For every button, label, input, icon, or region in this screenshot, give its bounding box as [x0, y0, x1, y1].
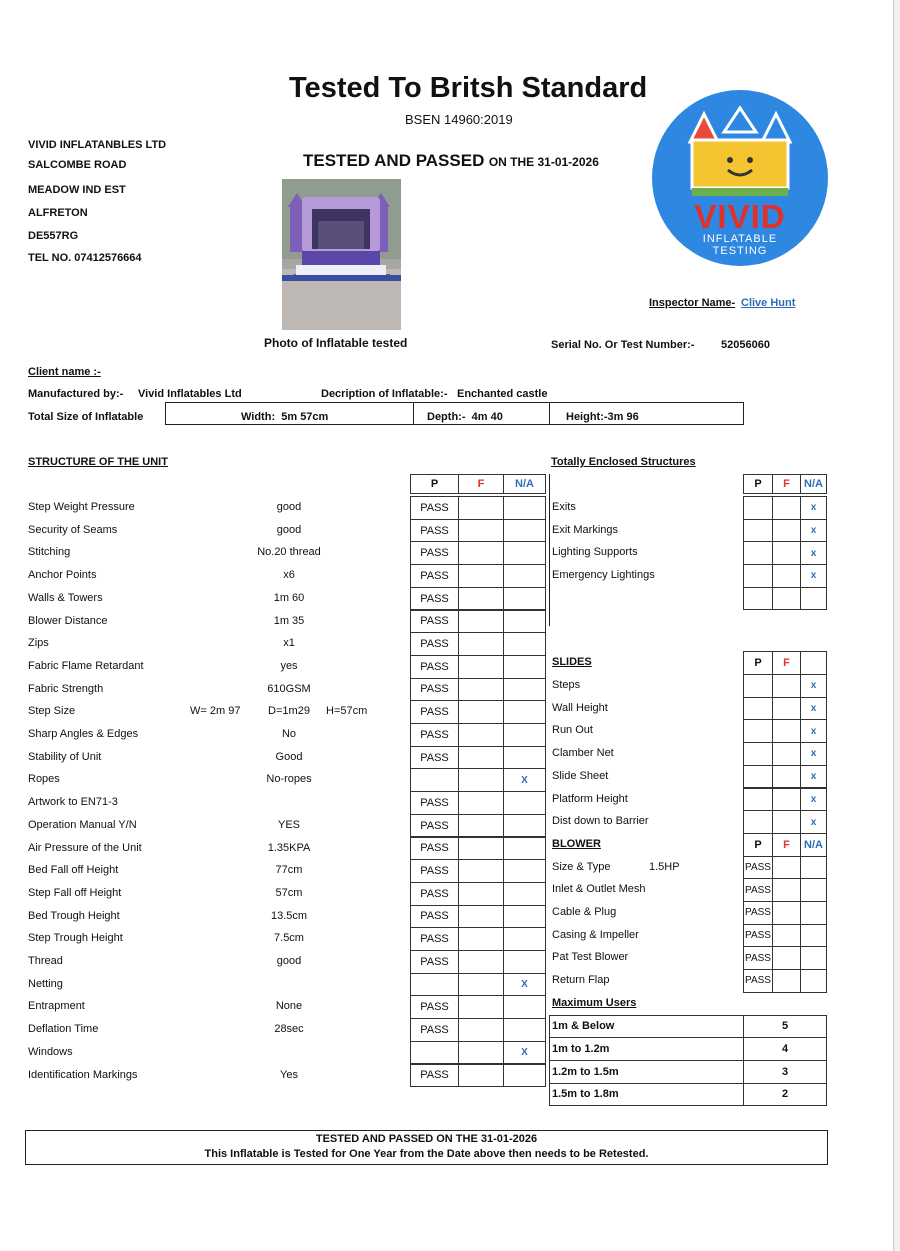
structure-na-cell [503, 1018, 546, 1042]
structure-fail-cell [458, 814, 504, 838]
photo-caption: Photo of Inflatable tested [264, 336, 408, 350]
size-divider-1 [413, 402, 414, 425]
size-height-label: Height:- [566, 411, 608, 423]
structure-col-p: P [410, 474, 459, 494]
structure-row-name: Fabric Flame Retardant [28, 659, 144, 672]
slides-pass-cell [743, 697, 773, 721]
enclosed-col-f: F [772, 474, 801, 494]
size-width-label: Width: [241, 411, 276, 423]
structure-fail-cell [458, 905, 504, 929]
structure-na-cell [503, 700, 546, 724]
company-line: DE557RG [28, 230, 79, 242]
structure-row-name: Deflation Time [28, 1023, 99, 1036]
structure-row-value: good [276, 501, 302, 513]
structure-row-name: Stitching [28, 546, 71, 559]
structure-row-name: Identification Markings [28, 1068, 138, 1081]
structure-fail-cell [458, 610, 504, 634]
blower-col-f: F [772, 833, 801, 857]
enclosed-fail-cell [772, 519, 801, 543]
structure-row-value: x1 [283, 637, 295, 650]
structure-na-cell [503, 678, 546, 702]
max-users-range: 1m to 1.2m [549, 1037, 744, 1061]
max-users-range: 1m & Below [549, 1015, 744, 1039]
structure-row-value: x6 [283, 569, 295, 582]
structure-fail-cell [458, 723, 504, 747]
structure-pass-cell: PASS [410, 1064, 459, 1088]
slides-na-cell: x [800, 719, 827, 743]
structure-fail-cell [458, 632, 504, 656]
size-height [566, 411, 639, 423]
blower-col-na: N/A [800, 833, 827, 857]
manufacturer-label: Manufactured by:- [28, 388, 124, 400]
structure-na-cell [503, 1064, 546, 1088]
enclosed-col-p: P [743, 474, 773, 494]
vivid-logo [652, 90, 828, 266]
structure-pass-cell: PASS [410, 837, 459, 861]
structure-fail-cell [458, 927, 504, 951]
company-line: SALCOMBE ROAD [28, 159, 127, 171]
structure-fail-cell [458, 541, 504, 565]
slides-pass-cell [743, 742, 773, 766]
structure-row-name: Walls & Towers [28, 591, 103, 604]
blower-fail-cell [772, 924, 801, 948]
structure-fail-cell [458, 1018, 504, 1042]
enclosed-heading: Totally Enclosed Structures [551, 456, 696, 468]
blower-pass-cell: PASS [743, 878, 773, 902]
size-width [241, 411, 328, 423]
structure-pass-cell: PASS [410, 746, 459, 770]
company-line: ALFRETON [28, 207, 88, 219]
logo-line2: TESTING [712, 245, 768, 257]
structure-fail-cell [458, 882, 504, 906]
blower-row-extra: 1.5HP [649, 860, 680, 873]
footer-line1: TESTED AND PASSED ON THE 31-01-2026 [315, 1133, 538, 1145]
structure-row-name: Zips [28, 637, 49, 650]
blower-row-name: Pat Test Blower [552, 951, 629, 964]
structure-row-value: 1m 35 [273, 614, 305, 627]
slides-na-cell: x [800, 788, 827, 812]
blower-pass-cell: PASS [743, 856, 773, 880]
structure-pass-cell: PASS [410, 587, 459, 611]
enclosed-empty-cell [800, 587, 827, 611]
enclosed-fail-cell [772, 541, 801, 565]
size-depth-value: 4m 40 [471, 411, 503, 423]
structure-na-cell [503, 837, 546, 861]
structure-fail-cell [458, 496, 504, 520]
serial-number: 52056060 [721, 339, 770, 351]
size-depth-label: Depth:- [427, 411, 466, 423]
structure-row-value: 1m 60 [273, 591, 305, 604]
structure-row-value: Yes [280, 1068, 298, 1081]
structure-pass-cell: PASS [410, 541, 459, 565]
inspector-name: Clive Hunt [741, 297, 796, 309]
slides-na-cell: x [800, 742, 827, 766]
structure-na-cell [503, 791, 546, 815]
structure-na-cell [503, 814, 546, 838]
blower-na-cell [800, 856, 827, 880]
structure-pass-cell: PASS [410, 950, 459, 974]
slides-fail-cell [772, 765, 801, 789]
structure-col-na: N/A [503, 474, 546, 494]
structure-pass-cell: PASS [410, 496, 459, 520]
structure-row-value: No.20 thread [257, 546, 321, 559]
structure-na-cell [503, 655, 546, 679]
serial-label: Serial No. Or Test Number:- [551, 339, 695, 351]
structure-pass-cell: PASS [410, 791, 459, 815]
slides-row-name: Clamber Net [552, 747, 614, 760]
structure-row-value: 77cm [275, 864, 303, 877]
size-height-value: 3m 96 [607, 411, 639, 423]
structure-na-cell [503, 496, 546, 520]
structure-na-cell [503, 610, 546, 634]
blower-row-name: Return Flap [552, 974, 610, 987]
slides-row-name: Platform Height [552, 792, 628, 805]
page-edge-band [894, 0, 900, 1251]
structure-row-name: Sharp Angles & Edges [28, 728, 139, 740]
structure-row-value: 28sec [274, 1023, 304, 1036]
structure-na-cell [503, 541, 546, 565]
structure-fail-cell [458, 768, 504, 792]
enclosed-row-name: Lighting Supports [552, 546, 638, 559]
structure-fail-cell [458, 973, 504, 997]
blower-na-cell [800, 901, 827, 925]
slides-col-f: F [772, 651, 801, 675]
structure-na-cell [503, 995, 546, 1019]
enclosed-fail-cell [772, 564, 801, 588]
structure-fail-cell [458, 791, 504, 815]
slides-fail-cell [772, 810, 801, 834]
structure-fail-cell [458, 1064, 504, 1088]
structure-row-name: Operation Manual Y/N [28, 818, 137, 831]
structure-na-cell [503, 882, 546, 906]
structure-pass-cell: PASS [410, 995, 459, 1019]
manufacturer-value: Vivid Inflatables Ltd [138, 388, 242, 400]
tested-passed-heading [303, 151, 599, 171]
max-users-count: 3 [743, 1060, 827, 1084]
logo-name: VIVID [694, 198, 786, 235]
structure-pass-cell [410, 768, 459, 792]
structure-row-value: Good [275, 750, 303, 763]
step-size-h: H=57cm [326, 705, 368, 718]
structure-pass-cell: PASS [410, 655, 459, 679]
structure-row-name: Bed Fall off Height [28, 864, 119, 877]
company-line: TEL NO. 07412576664 [28, 252, 142, 264]
slides-na-cell: x [800, 765, 827, 789]
structure-pass-cell: PASS [410, 882, 459, 906]
blower-fail-cell [772, 901, 801, 925]
structure-na-cell [503, 927, 546, 951]
structure-row-name: Bed Trough Height [28, 909, 120, 922]
enclosed-empty-cell [743, 587, 773, 611]
structure-na-cell [503, 723, 546, 747]
footer-line2: This Inflatable is Tested for One Year from the Date above then needs to be Retested. [204, 1148, 649, 1160]
enclosed-na-cell: x [800, 496, 827, 520]
slides-row-name: Dist down to Barrier [552, 815, 649, 828]
slides-col-na [800, 651, 827, 675]
structure-pass-cell: PASS [410, 564, 459, 588]
enclosed-na-cell: x [800, 564, 827, 588]
enclosed-pass-cell [743, 496, 773, 520]
structure-row-value: 57cm [275, 886, 303, 899]
structure-row-value: D=1m29 [268, 705, 310, 718]
page-title: Tested To Britsh Standard [289, 72, 648, 104]
slides-na-cell: x [800, 674, 827, 698]
slides-na-cell: x [800, 697, 827, 721]
structure-fail-cell [458, 700, 504, 724]
structure-row-value: YES [277, 818, 301, 831]
enclosed-row-name: Emergency Lightings [552, 569, 655, 582]
blower-pass-cell: PASS [743, 901, 773, 925]
structure-row-name: Anchor Points [28, 569, 97, 582]
blower-na-cell [800, 878, 827, 902]
structure-row-name: Entrapment [28, 1000, 85, 1013]
blower-fail-cell [772, 878, 801, 902]
blower-pass-cell: PASS [743, 924, 773, 948]
structure-na-cell [503, 519, 546, 543]
enclosed-pass-cell [743, 519, 773, 543]
enclosed-col-na: N/A [800, 474, 827, 494]
step-size-w: W= 2m 97 [190, 705, 241, 718]
structure-pass-cell: PASS [410, 678, 459, 702]
enclosed-na-cell: x [800, 519, 827, 543]
structure-fail-cell [458, 564, 504, 588]
description-label: Decription of Inflatable:- [321, 388, 448, 400]
enclosed-empty-cell [772, 587, 801, 611]
structure-fail-cell [458, 587, 504, 611]
structure-row-value: None [275, 1000, 303, 1013]
size-depth [427, 411, 503, 423]
slides-col-p: P [743, 651, 773, 675]
structure-na-cell [503, 587, 546, 611]
structure-na-cell [503, 746, 546, 770]
blower-row-name: Cable & Plug [552, 906, 617, 918]
blower-row-name: Casing & Impeller [552, 928, 639, 941]
blower-na-cell [800, 924, 827, 948]
tested-passed-text: TESTED AND PASSED [303, 151, 485, 170]
structure-pass-cell: PASS [410, 1018, 459, 1042]
enclosed-fail-cell [772, 496, 801, 520]
structure-row-name: Air Pressure of the Unit [28, 841, 142, 854]
blower-col-p: P [743, 833, 773, 857]
slides-fail-cell [772, 674, 801, 698]
slides-row-name: Wall Height [552, 701, 608, 714]
size-divider-2 [549, 402, 550, 425]
blower-fail-cell [772, 856, 801, 880]
structure-na-cell: X [503, 973, 546, 997]
company-line: MEADOW IND EST [28, 184, 126, 196]
slides-row-name: Slide Sheet [552, 769, 609, 782]
enclosed-pass-cell [743, 541, 773, 565]
blower-fail-cell [772, 969, 801, 993]
structure-row-name: Windows [28, 1045, 73, 1058]
structure-row-name: Thread [28, 955, 63, 967]
structure-row-value: 610GSM [267, 682, 311, 695]
blower-pass-cell: PASS [743, 969, 773, 993]
structure-row-value: good [276, 955, 302, 967]
enclosed-row-name: Exits [552, 501, 576, 513]
max-users-range: 1.2m to 1.5m [549, 1060, 744, 1084]
structure-row-value: good [276, 523, 302, 536]
slides-pass-cell [743, 810, 773, 834]
client-label: Client name :- [28, 366, 101, 378]
slides-row-name: Run Out [552, 724, 593, 737]
structure-row-name: Step Weight Pressure [28, 501, 135, 513]
structure-pass-cell: PASS [410, 519, 459, 543]
logo-line1: INFLATABLE [702, 233, 778, 245]
slides-pass-cell [743, 765, 773, 789]
structure-na-cell [503, 564, 546, 588]
slides-fail-cell [772, 697, 801, 721]
structure-na-cell [503, 632, 546, 656]
blower-na-cell [800, 946, 827, 970]
structure-fail-cell [458, 995, 504, 1019]
standard-code: BSEN 14960:2019 [405, 112, 513, 127]
structure-row-name: Stability of Unit [28, 750, 102, 763]
description-value: Enchanted castle [457, 388, 548, 400]
slides-na-cell: x [800, 810, 827, 834]
structure-heading: STRUCTURE OF THE UNIT [28, 456, 168, 468]
structure-na-cell: X [503, 1041, 546, 1065]
slides-fail-cell [772, 719, 801, 743]
structure-row-value: yes [280, 659, 298, 672]
structure-row-name: Blower Distance [28, 614, 108, 627]
enclosed-label-border [549, 474, 550, 626]
structure-pass-cell: PASS [410, 700, 459, 724]
slides-pass-cell [743, 674, 773, 698]
enclosed-na-cell: x [800, 541, 827, 565]
structure-pass-cell: PASS [410, 814, 459, 838]
max-users-count: 2 [743, 1083, 827, 1107]
structure-pass-cell [410, 973, 459, 997]
structure-pass-cell: PASS [410, 905, 459, 929]
structure-na-cell [503, 905, 546, 929]
enclosed-pass-cell [743, 564, 773, 588]
structure-fail-cell [458, 837, 504, 861]
max-users-range: 1.5m to 1.8m [549, 1083, 744, 1107]
structure-fail-cell [458, 746, 504, 770]
structure-pass-cell: PASS [410, 632, 459, 656]
company-line: VIVID INFLATANBLES LTD [28, 139, 167, 151]
structure-col-f: F [458, 474, 504, 494]
size-width-value: 5m 57cm [281, 411, 329, 423]
structure-fail-cell [458, 678, 504, 702]
max-users-heading: Maximum Users [552, 996, 637, 1009]
enclosed-row-name: Exit Markings [552, 523, 619, 536]
structure-row-name: Step Size [28, 705, 76, 718]
size-label: Total Size of Inflatable [28, 411, 144, 423]
structure-fail-cell [458, 519, 504, 543]
blower-pass-cell: PASS [743, 946, 773, 970]
slides-fail-cell [772, 742, 801, 766]
structure-row-value: 13.5cm [270, 909, 308, 922]
inspector-label: Inspector Name- [649, 297, 736, 309]
structure-row-name: Artwork to EN71-3 [28, 796, 118, 809]
tested-date-text: ON THE 31-01-2026 [488, 155, 599, 169]
slides-heading: SLIDES [552, 656, 592, 668]
structure-row-name: Ropes [28, 773, 60, 786]
blower-fail-cell [772, 946, 801, 970]
inflatable-photo [282, 179, 401, 330]
structure-row-value: No-ropes [266, 773, 312, 786]
structure-na-cell [503, 859, 546, 883]
blower-na-cell [800, 969, 827, 993]
blower-heading: BLOWER [552, 837, 601, 850]
structure-row-name: Netting [28, 977, 63, 990]
structure-row-value: 1.35KPA [267, 841, 311, 854]
blower-row-name: Size & Type [552, 860, 611, 873]
slides-pass-cell [743, 719, 773, 743]
structure-row-name: Fabric Strength [28, 682, 104, 695]
structure-fail-cell [458, 1041, 504, 1065]
structure-fail-cell [458, 950, 504, 974]
structure-na-cell: X [503, 768, 546, 792]
structure-pass-cell: PASS [410, 610, 459, 634]
structure-row-name: Step Fall off Height [28, 886, 122, 899]
slides-fail-cell [772, 788, 801, 812]
structure-fail-cell [458, 655, 504, 679]
structure-row-value: No [281, 728, 297, 740]
structure-na-cell [503, 950, 546, 974]
max-users-count: 5 [743, 1015, 827, 1039]
slides-row-name: Steps [552, 679, 581, 691]
structure-row-name: Step Trough Height [28, 932, 123, 945]
max-users-count: 4 [743, 1037, 827, 1061]
structure-row-name: Security of Seams [28, 523, 118, 536]
blower-row-name: Inlet & Outlet Mesh [552, 883, 646, 896]
structure-pass-cell: PASS [410, 927, 459, 951]
structure-pass-cell [410, 1041, 459, 1065]
structure-row-value: 7.5cm [274, 932, 304, 945]
slides-pass-cell [743, 788, 773, 812]
structure-fail-cell [458, 859, 504, 883]
structure-pass-cell: PASS [410, 859, 459, 883]
structure-pass-cell: PASS [410, 723, 459, 747]
